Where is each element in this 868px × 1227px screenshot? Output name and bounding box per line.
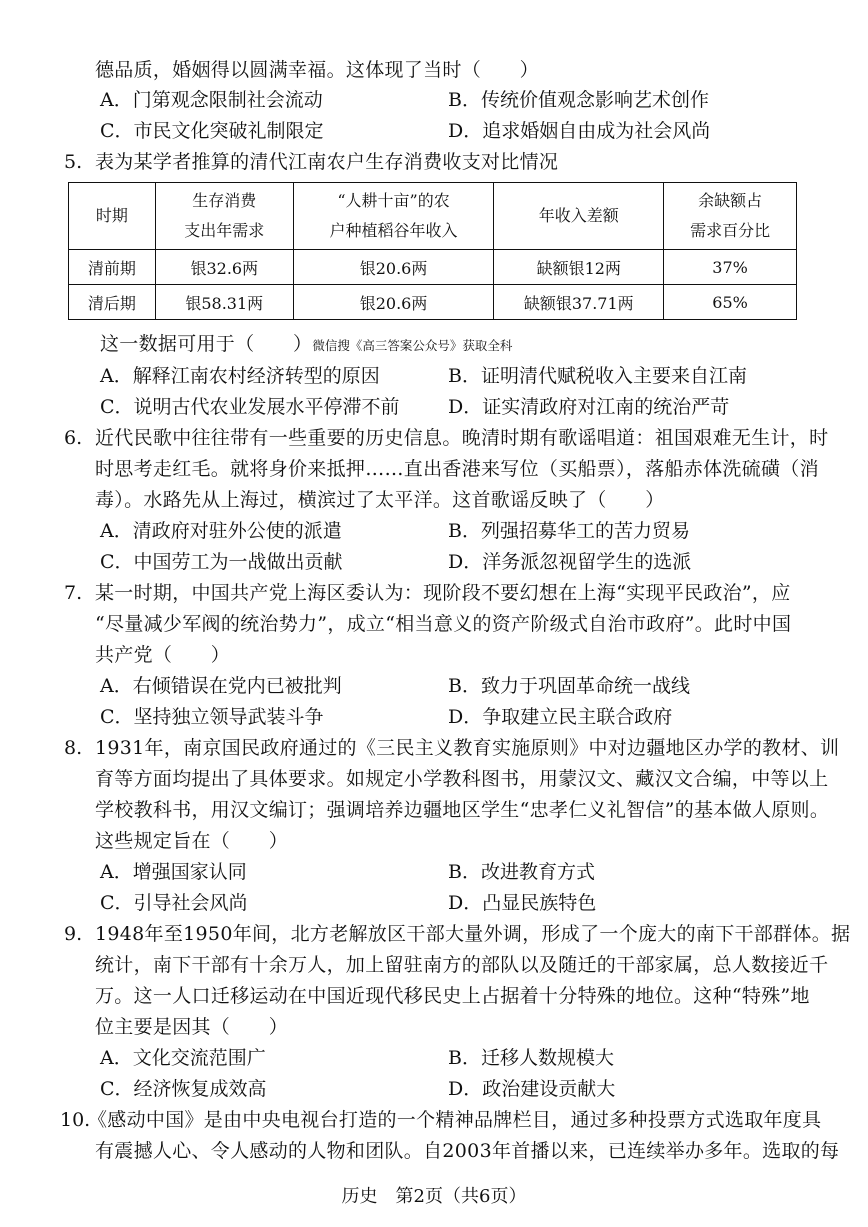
- q5-question-text: 这一数据可用于（ ）: [100, 333, 313, 355]
- table-cell: 银20.6两: [293, 285, 494, 320]
- q5-number: 5.: [64, 151, 83, 173]
- q9-option-c: C．经济恢复成效高: [100, 1078, 267, 1100]
- q5-option-a: A．解释江南农村经济转型的原因: [100, 365, 380, 387]
- q5-table: [68, 182, 797, 320]
- q4-option-a: A．门第观念限制社会流动: [100, 89, 323, 111]
- q4-option-c: C．市民文化突破礼制限定: [100, 120, 324, 142]
- q7-option-b: B．致力于巩固革命统一战线: [448, 675, 690, 697]
- q6-option-d: D．洋务派忽视留学生的选派: [448, 551, 692, 573]
- q7-option-a: A．右倾错误在党内已被批判: [100, 675, 342, 697]
- q9-option-b: B．迁移人数规模大: [448, 1047, 614, 1069]
- q5-option-b: B．证明清代赋税收入主要来自江南: [448, 365, 747, 387]
- table-cell: 37%: [664, 250, 797, 285]
- q6-line-1: 近代民歌中往往带有一些重要的历史信息。晚清时期有歌谣唱道：祖国艰难无生计，时: [95, 427, 829, 449]
- q8-line-1: 1931年，南京国民政府通过的《三民主义教育实施原则》中对边疆地区办学的教材、训: [95, 737, 840, 759]
- q8-number: 8.: [64, 737, 83, 759]
- q10-number: 10.: [60, 1109, 91, 1131]
- table-header-cell: 时期: [69, 183, 156, 250]
- table-header-cell: 余缺额占 需求百分比: [664, 183, 797, 250]
- q9-option-d: D．政治建设贡献大: [448, 1078, 616, 1100]
- table-row: [69, 285, 797, 320]
- q8-line-3: 学校教科书，用汉文编订；强调培养边疆地区学生“忠孝仁义礼智信”的基本做人原则。: [95, 799, 830, 821]
- table-cell: 缺额银37.71两: [494, 285, 664, 320]
- q8-option-a: A．增强国家认同: [100, 861, 247, 883]
- q8-line-2: 育等方面均提出了具体要求。如规定小学教科图书，用蒙汉文、藏汉文合编，中等以上: [95, 768, 829, 790]
- q5-watermark-note: 微信搜《高三答案公众号》获取全科: [312, 338, 513, 353]
- q7-line-3: 共产党（ ）: [95, 644, 231, 666]
- q6-option-a: A．清政府对驻外公使的派遣: [100, 520, 342, 542]
- q6-line-3: 毒）。水路先从上海过，横滨过了太平洋。这首歌谣反映了（ ）: [95, 489, 665, 511]
- q4-stem-tail: 德品质，婚姻得以圆满幸福。这体现了当时（ ）: [95, 59, 539, 81]
- table-header-cell: 年收入差额: [494, 183, 664, 250]
- q10-line-2: 有震撼人心、令人感动的人物和团队。自2003年首播以来，已连续举办多年。选取的每: [95, 1140, 840, 1162]
- table-cell: 银32.6两: [155, 250, 293, 285]
- q10-line-1: 《感动中国》是由中央电视台打造的一个精神品牌栏目，通过多种投票方式选取年度具: [88, 1109, 822, 1131]
- table-row: [69, 250, 797, 285]
- q8-line-4: 这些规定旨在（ ）: [95, 830, 289, 852]
- q9-number: 9.: [64, 923, 83, 945]
- table-cell: 清后期: [69, 285, 156, 320]
- q6-option-c: C．中国劳工为一战做出贡献: [100, 551, 343, 573]
- table-header-cell: 生存消费 支出年需求: [155, 183, 293, 250]
- q9-line-1: 1948年至1950年间，北方老解放区干部大量外调，形成了一个庞大的南下干部群体。据: [95, 923, 851, 945]
- q6-line-2: 时思考走红毛。就将身价来抵押……直出香港来写位（买船票），落船赤体洗硫磺（消: [95, 458, 819, 480]
- q5-question: [100, 332, 512, 358]
- q7-line-1: 某一时期，中国共产党上海区委认为：现阶段不要幻想在上海“实现平民政治”，应: [95, 582, 791, 604]
- q8-option-d: D．凸显民族特色: [448, 892, 597, 914]
- q7-line-2: “尽量减少军阀的统治势力”，成立“相当意义的资产阶级式自治市政府”。此时中国: [95, 613, 792, 635]
- page-footer: 历史 第2页（共6页）: [341, 1186, 527, 1207]
- q8-option-c: C．引导社会风尚: [100, 892, 248, 914]
- q4-option-d: D．追求婚姻自由成为社会风尚: [448, 120, 711, 142]
- table-cell: 银58.31两: [155, 285, 293, 320]
- table-cell: 缺额银12两: [494, 250, 664, 285]
- table-cell: 银20.6两: [293, 250, 494, 285]
- q9-line-4: 位主要是因其（ ）: [95, 1016, 289, 1038]
- q6-option-b: B．列强招募华工的苦力贸易: [448, 520, 690, 542]
- table-header-row: [69, 183, 797, 250]
- q9-line-3: 万。这一人口迁移运动在中国近现代移民史上占据着十分特殊的地位。这种“特殊”地: [95, 985, 810, 1007]
- q7-option-d: D．争取建立民主联合政府: [448, 706, 673, 728]
- q7-number: 7.: [64, 582, 83, 604]
- q6-number: 6.: [64, 427, 83, 449]
- q9-option-a: A．文化交流范围广: [100, 1047, 266, 1069]
- q5-option-d: D．证实清政府对江南的统治严苛: [448, 396, 730, 418]
- q9-line-2: 统计，南下干部有十余万人，加上留驻南方的部队以及随迁的干部家属，总人数接近千: [95, 954, 829, 976]
- q4-option-b: B．传统价值观念影响艺术创作: [448, 89, 709, 111]
- table-header-cell: “人耕十亩”的农 户种植稻谷年收入: [293, 183, 494, 250]
- table-cell: 65%: [664, 285, 797, 320]
- table-cell: 清前期: [69, 250, 156, 285]
- q5-option-c: C．说明古代农业发展水平停滞不前: [100, 396, 400, 418]
- q7-option-c: C．坚持独立领导武装斗争: [100, 706, 324, 728]
- q5-stem: 表为某学者推算的清代江南农户生存消费收支对比情况: [95, 151, 559, 173]
- q8-option-b: B．改进教育方式: [448, 861, 595, 883]
